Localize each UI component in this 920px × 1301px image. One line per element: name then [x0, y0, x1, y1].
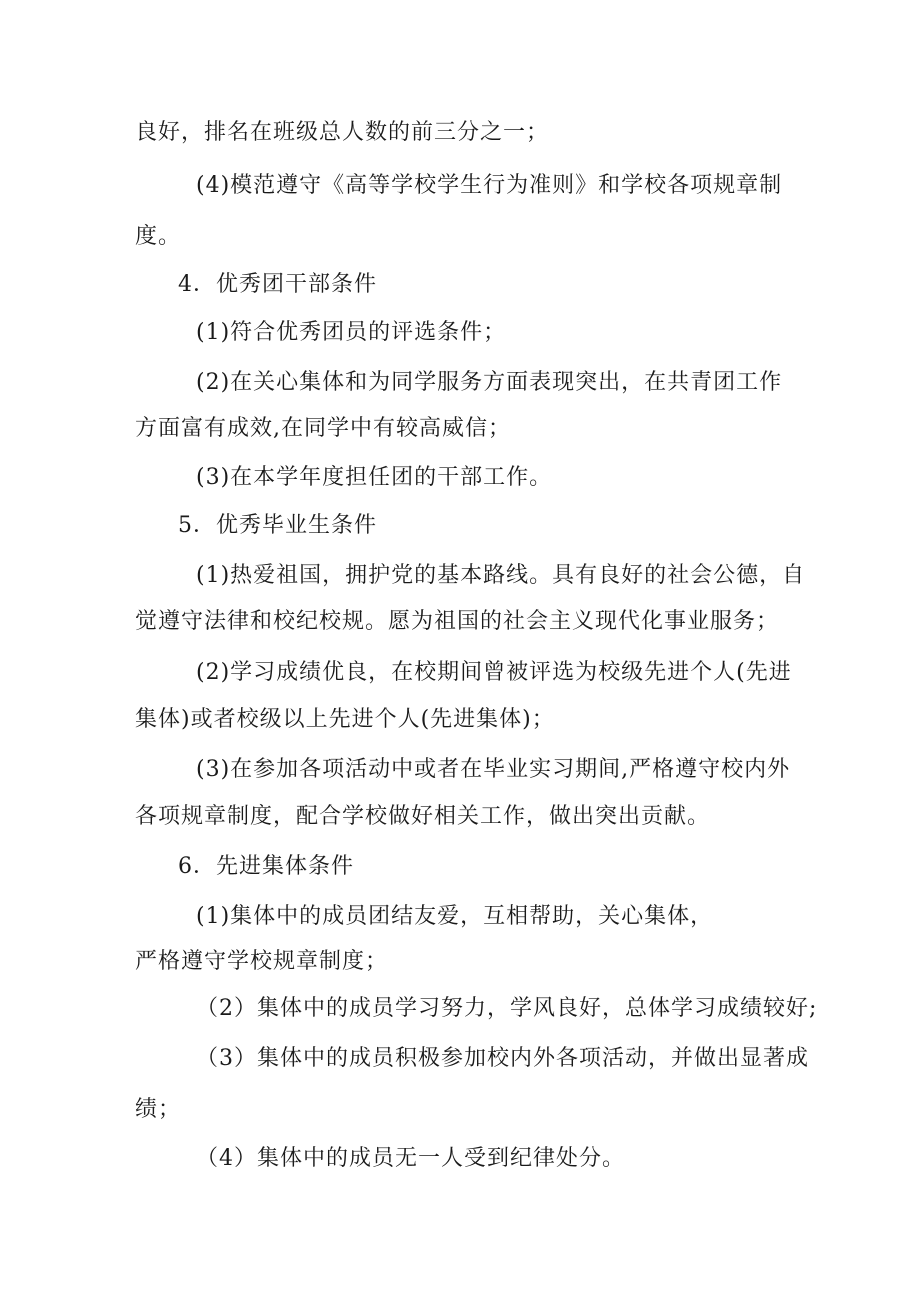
text-line: （3）集体中的成员积极参加校内外各项活动，并做出显著成 [196, 1046, 809, 1071]
text-line: 度。 [135, 224, 182, 249]
text-line: 觉遵守法律和校纪校规。愿为祖国的社会主义现代化事业服务； [135, 609, 780, 634]
text-line: (3)在本学年度担任团的干部工作。 [196, 465, 553, 490]
text-line: (2)学习成绩优良，在校期间曾被评选为校级先进个人(先进 [196, 660, 792, 685]
text-line: 严格遵守学校规章制度； [135, 949, 389, 974]
text-line: (1)热爱祖国，拥护党的基本路线。具有良好的社会公德，自 [196, 563, 806, 588]
text-line: (1)符合优秀团员的评选条件； [196, 320, 507, 345]
text-line: 良好，排名在班级总人数的前三分之一； [135, 120, 550, 145]
text-line: (1)集体中的成员团结友爱，互相帮助，关心集体， [196, 904, 714, 929]
text-line: 绩； [135, 1097, 182, 1122]
text-line: （2）集体中的成员学习努力，学风良好，总体学习成绩较好; [196, 996, 818, 1021]
text-line: 各项规章制度，配合学校做好相关工作，做出突出贡献。 [135, 804, 711, 829]
text-line: 方面富有成效,在同学中有较高威信； [135, 416, 511, 441]
text-line: (3)在参加各项活动中或者在毕业实习期间,严格遵守校内外 [196, 757, 791, 782]
section-heading: 4．优秀团干部条件 [178, 272, 377, 297]
text-line: (4)模范遵守《高等学校学生行为准则》和学校各项规章制 [196, 173, 783, 198]
text-line: (2)在关心集体和为同学服务方面表现突出，在共青团工作 [196, 370, 783, 395]
section-heading: 5．优秀毕业生条件 [178, 513, 377, 538]
text-line: 集体)或者校级以上先进个人(先进集体)； [135, 707, 555, 732]
section-heading: 6．先进集体条件 [178, 854, 354, 879]
text-line: （4）集体中的成员无一人受到纪律处分。 [196, 1146, 625, 1171]
